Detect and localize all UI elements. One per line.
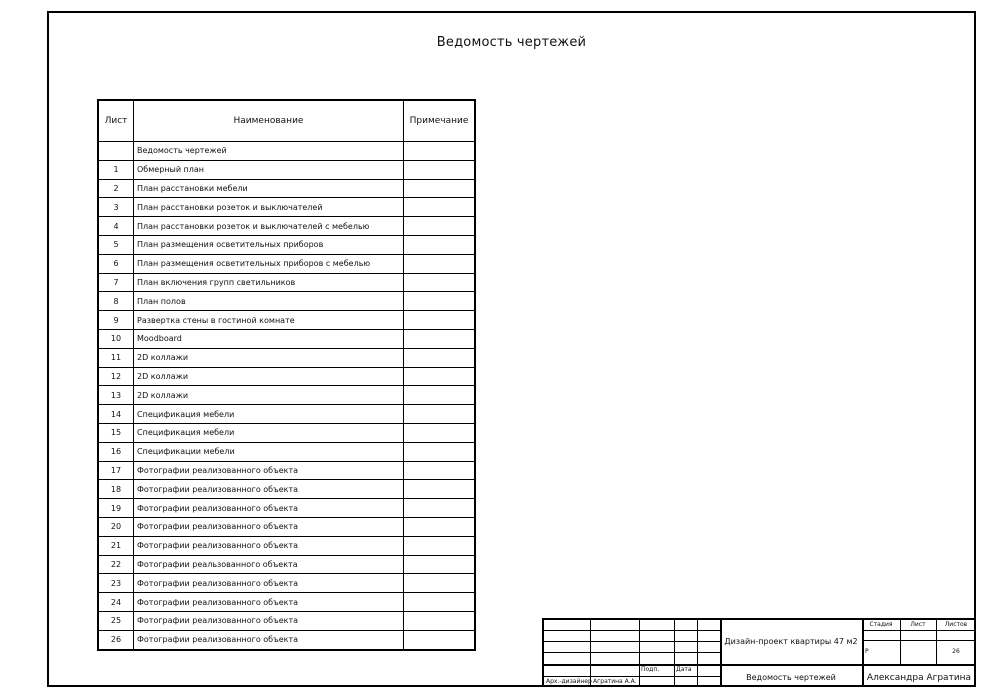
table-row xyxy=(98,611,475,630)
table-row xyxy=(98,630,475,649)
table-row xyxy=(98,217,475,236)
stamp-organization: Александра Агратина xyxy=(866,673,972,683)
row-sheet-number: 10 xyxy=(98,329,134,348)
table-row xyxy=(98,480,475,499)
table-header-row xyxy=(98,100,475,142)
row-sheet-number: 7 xyxy=(98,273,134,292)
stamp-author: Агратина А.А. xyxy=(593,678,637,685)
row-sheet-number xyxy=(98,142,134,161)
row-sheet-number: 17 xyxy=(98,461,134,480)
row-drawing-name: План расстановки розеток и выключателей с мебелью xyxy=(134,217,404,236)
table-row xyxy=(98,348,475,367)
row-note xyxy=(404,367,476,386)
document-title: Ведомость чертежей xyxy=(436,35,587,50)
table-row xyxy=(98,254,475,273)
row-drawing-name: Фотографии реализованного объекта xyxy=(134,480,404,499)
stamp-sheet-title: Ведомость чертежей xyxy=(746,673,836,682)
header-note: Примечание xyxy=(404,100,476,142)
row-note xyxy=(404,235,476,254)
row-sheet-number: 24 xyxy=(98,593,134,612)
stamp-sheet-label: Лист xyxy=(910,621,926,628)
header-name: Наименование xyxy=(134,100,404,142)
row-sheet-number: 18 xyxy=(98,480,134,499)
table-body xyxy=(98,142,475,650)
row-drawing-name: План размещения осветительных приборов xyxy=(134,235,404,254)
row-drawing-name: Ведомость чертежей xyxy=(134,142,404,161)
table-row xyxy=(98,593,475,612)
row-note xyxy=(404,405,476,424)
table-row xyxy=(98,461,475,480)
row-note xyxy=(404,499,476,518)
row-drawing-name: Фотографии реализованного объекта xyxy=(134,517,404,536)
table-row xyxy=(98,311,475,330)
row-note xyxy=(404,179,476,198)
row-drawing-name: Фотографии реализованного объекта xyxy=(134,611,404,630)
row-drawing-name: 2D коллажи xyxy=(134,348,404,367)
drawing-sheet xyxy=(47,11,976,687)
table-row xyxy=(98,179,475,198)
stamp-role: Арх.-дизайнер xyxy=(546,678,592,685)
row-drawing-name: Фотографии реализованного объекта xyxy=(134,536,404,555)
table-row xyxy=(98,142,475,161)
row-sheet-number: 9 xyxy=(98,311,134,330)
row-sheet-number: 14 xyxy=(98,405,134,424)
row-note xyxy=(404,442,476,461)
stamp-sheets-value: 26 xyxy=(952,648,960,655)
row-drawing-name: 2D коллажи xyxy=(134,386,404,405)
row-sheet-number: 22 xyxy=(98,555,134,574)
row-sheet-number: 15 xyxy=(98,423,134,442)
table-row xyxy=(98,198,475,217)
row-note xyxy=(404,311,476,330)
table-row xyxy=(98,499,475,518)
row-note xyxy=(404,480,476,499)
table-row xyxy=(98,536,475,555)
row-sheet-number: 8 xyxy=(98,292,134,311)
row-drawing-name: Развертка стены в гостиной комнате xyxy=(134,311,404,330)
row-drawing-name: Спецификации мебели xyxy=(134,442,404,461)
row-drawing-name: Обмерный план xyxy=(134,160,404,179)
table-row xyxy=(98,329,475,348)
row-note xyxy=(404,555,476,574)
row-drawing-name: План включения групп светильников xyxy=(134,273,404,292)
table-row xyxy=(98,423,475,442)
row-drawing-name: Moodboard xyxy=(134,329,404,348)
row-sheet-number: 21 xyxy=(98,536,134,555)
row-sheet-number: 13 xyxy=(98,386,134,405)
row-note xyxy=(404,329,476,348)
drawings-list-table xyxy=(97,99,476,651)
stamp-project-title: Дизайн-проект квартиры 47 м2 xyxy=(724,637,858,646)
row-note xyxy=(404,142,476,161)
row-sheet-number: 4 xyxy=(98,217,134,236)
stamp-stage-value: Р xyxy=(865,648,869,655)
stamp-sign-label: Подп. xyxy=(641,666,660,673)
stamp-sheets-label: Листов xyxy=(944,621,968,628)
row-drawing-name: Фотографии реализованного объекта xyxy=(134,574,404,593)
row-sheet-number: 3 xyxy=(98,198,134,217)
row-sheet-number: 26 xyxy=(98,630,134,649)
table-row xyxy=(98,517,475,536)
row-note xyxy=(404,611,476,630)
row-note xyxy=(404,386,476,405)
table-row xyxy=(98,367,475,386)
table-row xyxy=(98,555,475,574)
row-drawing-name: Фотографии реализованного объекта xyxy=(134,630,404,649)
row-drawing-name: План размещения осветительных приборов с мебелью xyxy=(134,254,404,273)
row-note xyxy=(404,574,476,593)
table-row xyxy=(98,292,475,311)
row-note xyxy=(404,348,476,367)
row-drawing-name: План расстановки розеток и выключателей xyxy=(134,198,404,217)
header-sheet: Лист xyxy=(98,100,134,142)
row-note xyxy=(404,536,476,555)
table-row xyxy=(98,160,475,179)
row-note xyxy=(404,517,476,536)
row-sheet-number: 16 xyxy=(98,442,134,461)
row-note xyxy=(404,160,476,179)
row-sheet-number: 1 xyxy=(98,160,134,179)
row-note xyxy=(404,593,476,612)
row-sheet-number: 12 xyxy=(98,367,134,386)
row-drawing-name: План полов xyxy=(134,292,404,311)
row-sheet-number: 25 xyxy=(98,611,134,630)
row-note xyxy=(404,198,476,217)
table-row xyxy=(98,235,475,254)
row-sheet-number: 20 xyxy=(98,517,134,536)
row-note xyxy=(404,217,476,236)
row-drawing-name: Фотографии реализованного объекта xyxy=(134,461,404,480)
stamp-date-label: Дата xyxy=(676,666,692,673)
row-note xyxy=(404,292,476,311)
table-row xyxy=(98,386,475,405)
row-sheet-number: 23 xyxy=(98,574,134,593)
row-drawing-name: План расстановки мебели xyxy=(134,179,404,198)
row-sheet-number: 5 xyxy=(98,235,134,254)
row-sheet-number: 19 xyxy=(98,499,134,518)
row-note xyxy=(404,273,476,292)
row-drawing-name: Спецификация мебели xyxy=(134,405,404,424)
row-drawing-name: Фотографии реализованного объекта xyxy=(134,499,404,518)
row-drawing-name: Спецификация мебели xyxy=(134,423,404,442)
title-block xyxy=(542,618,976,687)
row-drawing-name: 2D коллажи xyxy=(134,367,404,386)
row-sheet-number: 6 xyxy=(98,254,134,273)
table-row xyxy=(98,405,475,424)
stamp-stage-label: Стадия xyxy=(869,621,893,628)
table-row xyxy=(98,442,475,461)
row-note xyxy=(404,423,476,442)
row-sheet-number: 11 xyxy=(98,348,134,367)
row-sheet-number: 2 xyxy=(98,179,134,198)
row-drawing-name: Фотографии реализованного объекта xyxy=(134,593,404,612)
table-row xyxy=(98,574,475,593)
row-drawing-name: Фотографии реальзованного объекта xyxy=(134,555,404,574)
row-note xyxy=(404,254,476,273)
table-row xyxy=(98,273,475,292)
row-note xyxy=(404,461,476,480)
row-note xyxy=(404,630,476,649)
